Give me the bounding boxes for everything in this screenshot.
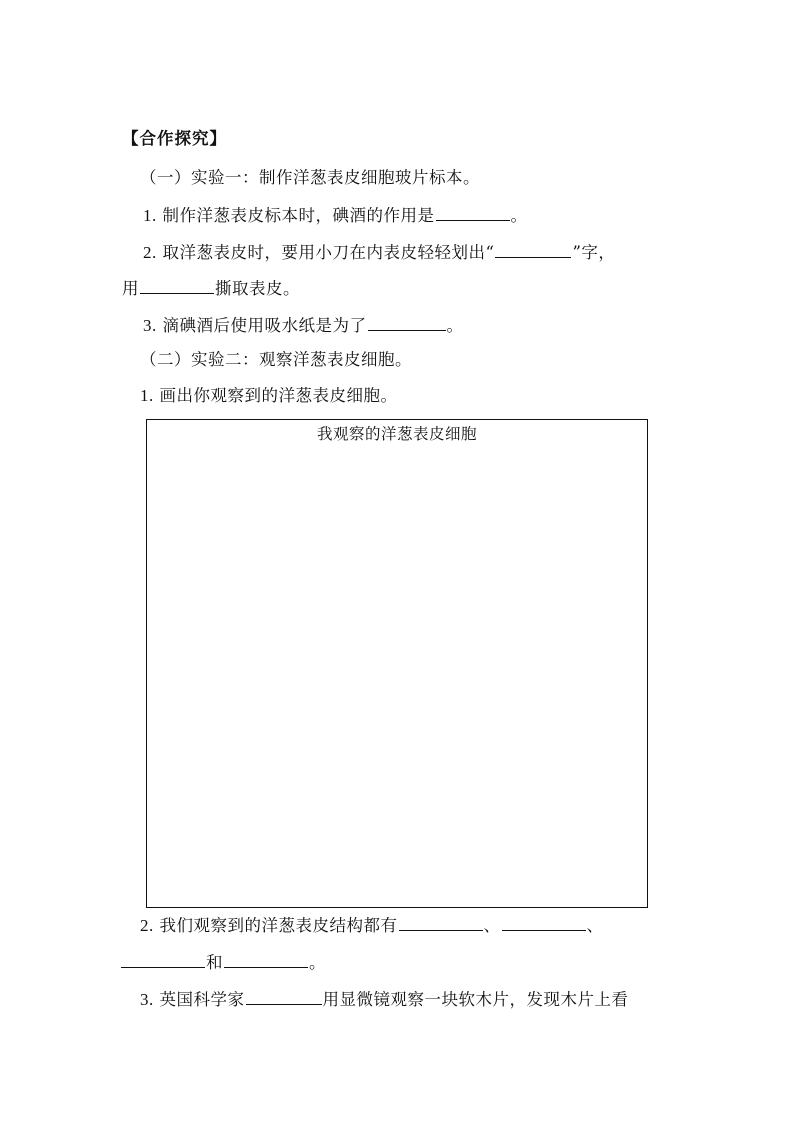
answer-blank[interactable] [502, 913, 586, 931]
answer-blank[interactable] [436, 203, 510, 221]
question-number: 2. [143, 243, 157, 262]
question-text: 制作洋葱表皮标本时，碘酒的作用是 [162, 206, 435, 225]
exp2-question-1 [140, 385, 398, 407]
question-text: 我们观察到的洋葱表皮结构都有 [159, 916, 398, 935]
exp1-question-1 [143, 203, 528, 227]
experiment-1-title: （一）实验一：制作洋葱表皮细胞玻片标本。 [140, 168, 480, 187]
experiment-2-title: （二）实验二：观察洋葱表皮细胞。 [140, 350, 412, 369]
question-text-end: 。 [309, 953, 326, 972]
question-text-end: 撕取表皮。 [215, 279, 300, 298]
question-text: 用 [122, 279, 139, 298]
answer-blank[interactable] [224, 950, 308, 968]
answer-blank[interactable] [368, 313, 446, 331]
answer-blank[interactable] [140, 276, 214, 294]
question-number: 2. [140, 916, 154, 935]
question-text: 滴碘酒后使用吸水纸是为了 [162, 316, 367, 335]
question-number: 3. [143, 316, 157, 335]
answer-blank[interactable] [121, 950, 205, 968]
question-text-end: ”字， [572, 243, 616, 262]
answer-blank[interactable] [495, 240, 571, 258]
question-number: 1. [140, 386, 154, 405]
exp2-question-3 [140, 987, 629, 1011]
question-text: 画出你观察到的洋葱表皮细胞。 [159, 386, 398, 405]
exp2-question-2 [140, 913, 604, 937]
separator: 、 [586, 916, 604, 935]
answer-blank[interactable] [246, 987, 322, 1005]
question-number: 1. [143, 206, 157, 225]
question-text-end: 。 [446, 316, 464, 335]
exp1-question-2 [143, 240, 615, 264]
separator: 、 [483, 916, 501, 935]
answer-blank[interactable] [399, 913, 483, 931]
drawing-area[interactable] [146, 419, 648, 908]
question-text: 取洋葱表皮时，要用小刀在内表皮轻轻划出“ [162, 243, 495, 262]
question-text: 和 [206, 953, 223, 972]
section-heading: 【合作探究】 [122, 129, 227, 148]
exp1-question-2-cont [122, 276, 300, 300]
drawing-area-title: 我观察的洋葱表皮细胞 [316, 425, 477, 443]
question-text-end: 。 [510, 206, 528, 225]
exp2-question-2-cont [120, 950, 326, 974]
question-text-end: 用显微镜观察一块软木片，发现木片上看 [322, 990, 629, 1009]
exp1-question-3 [143, 313, 464, 337]
question-number: 3. [140, 990, 154, 1009]
question-text: 英国科学家 [159, 990, 245, 1009]
